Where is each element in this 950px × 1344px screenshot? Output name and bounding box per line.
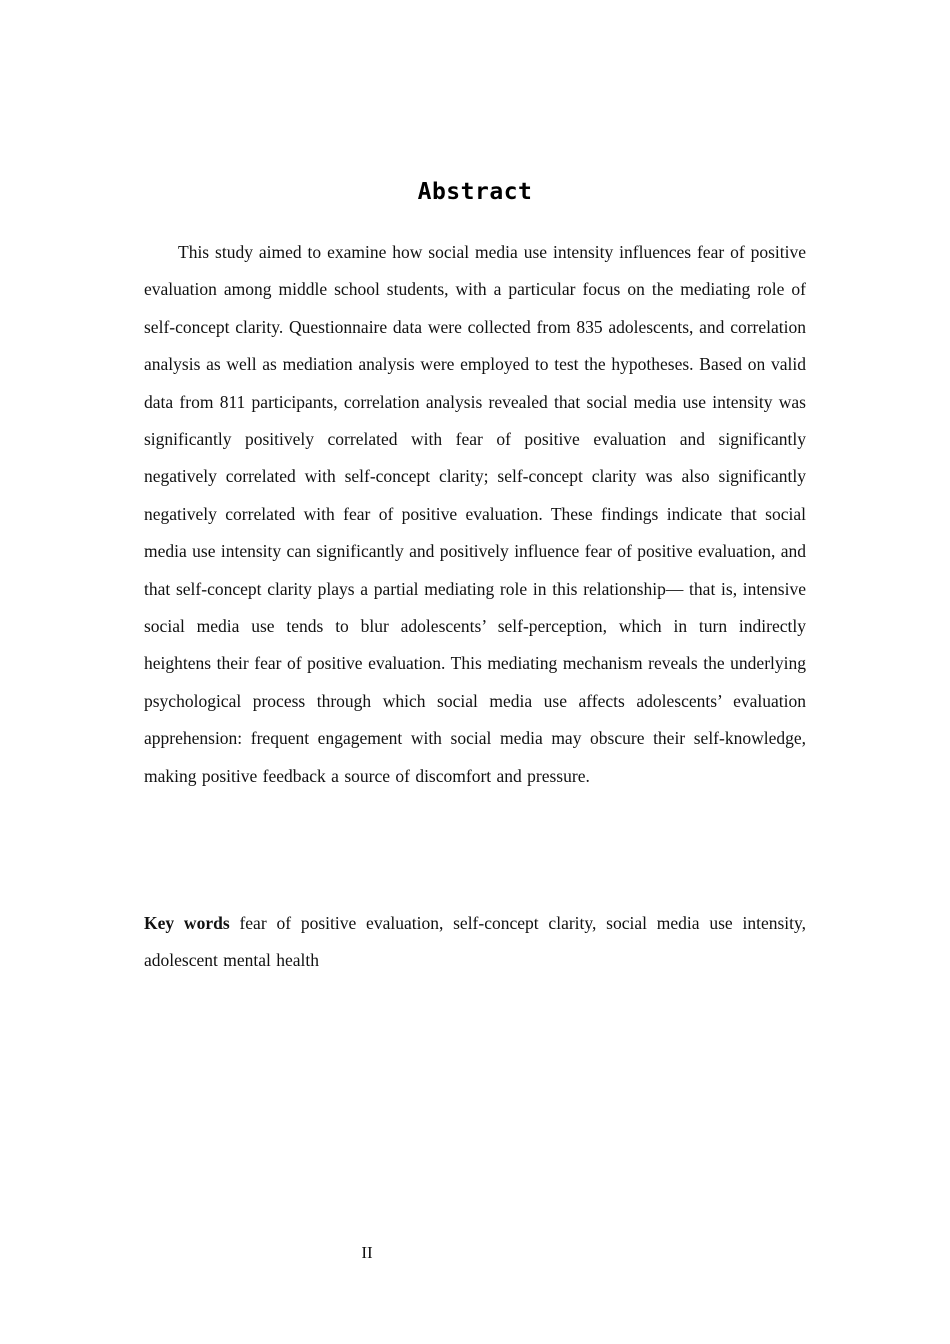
- abstract-body: This study aimed to examine how social media use intensity influences fear of positive evaluation among middle school students, with a particular focus on the mediating role of self-concept clarity. Questionnaire data were collected from 835 adolescents, and correlation analysis as well as mediation analysis were employed to test the hypotheses. Based on valid data from 811 participants, correlation analysis revealed that social media use intensity was significantly positively correlated with fear of positive evaluation and significantly negatively correlated with self-concept clarity; self-concept clarity was also significantly negatively correlated with fear of positive evaluation. These findings indicate that social media use intensity can significantly and positively influence fear of positive evaluation, and that self-concept clarity plays a partial mediating role in this relationship— that is, intensive social media use tends to blur adolescents’ self-perception, which in turn indirectly heightens their fear of positive evaluation. This mediating mechanism reveals the underlying psychological process through which social media use affects adolescents’ evaluation apprehension: frequent engagement with social media may obscure their self-knowledge, making positive feedback a source of discomfort and pressure.: [144, 242, 806, 786]
- keywords-paragraph: [144, 905, 806, 980]
- page-number: II: [361, 1243, 373, 1262]
- keywords-label: Key words: [144, 913, 230, 933]
- abstract-title: Abstract: [417, 179, 533, 205]
- keywords-text: fear of positive evaluation, self-concept clarity, social media use intensity, adolescent mental health: [144, 913, 807, 971]
